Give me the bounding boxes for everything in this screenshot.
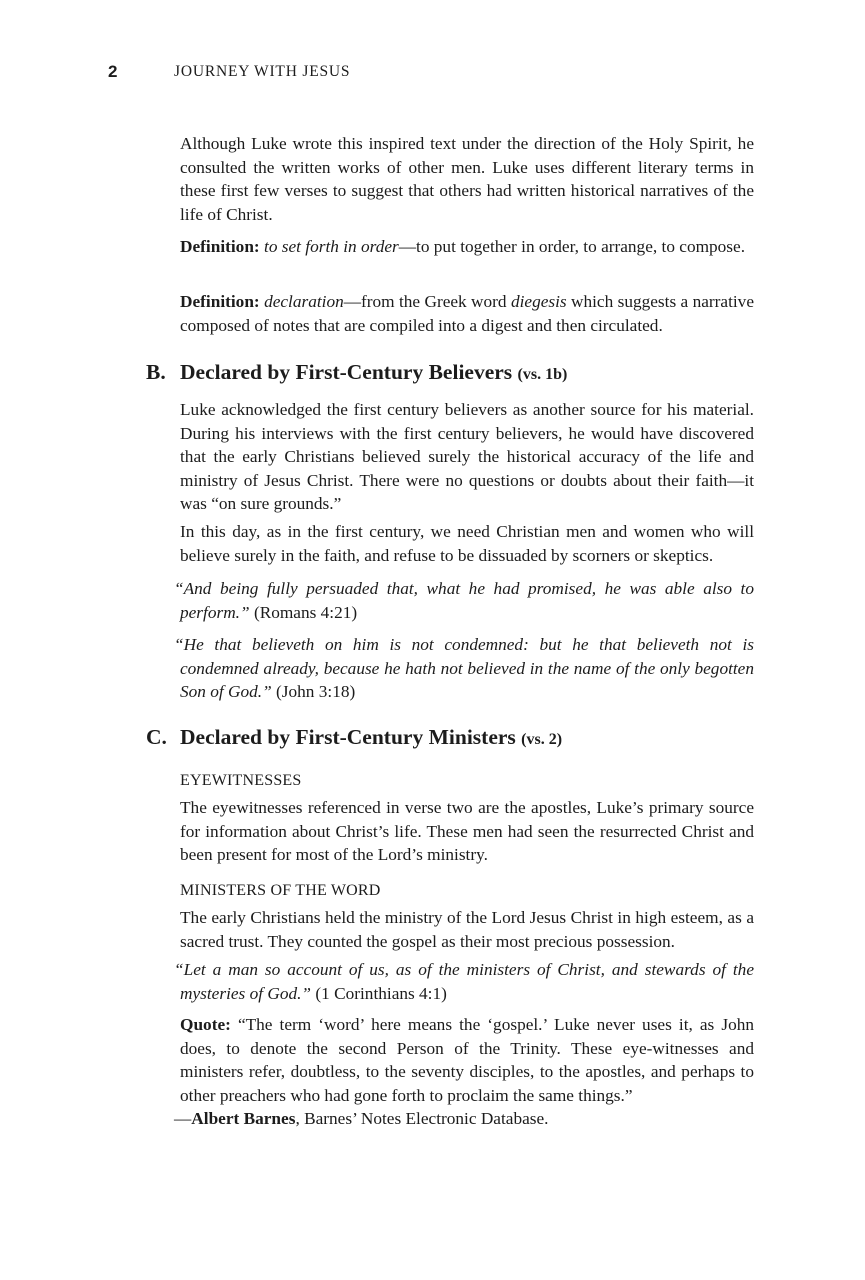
quote-label: Quote: (180, 1015, 231, 1034)
definition-declaration (180, 290, 754, 337)
definition-text: —from the Greek word (343, 292, 511, 311)
definition-text: —to put together in order, to arrange, to compose. (398, 237, 746, 256)
verse-ref: (vs. 1b) (517, 366, 568, 383)
quote-ref: (Romans 4:21) (249, 602, 358, 622)
section-c-heading (146, 725, 562, 750)
page-number: 2 (108, 62, 118, 81)
definition-set-forth (180, 235, 754, 259)
definition-term: declaration (264, 292, 344, 311)
section-b-heading (146, 360, 567, 385)
scripture-quote-corinthians (174, 958, 754, 1005)
subhead-eyewitnesses: EYEWITNESSES (180, 772, 302, 789)
definition-term: to set forth in order (264, 237, 399, 256)
quote-text: “The term ‘word’ here means the ‘gospel.’ Luke never uses it, as John does, to denote the second Person of the Trinity. These eye-witnesses and ministers refer, doubtless, to the seventy disciples, to the apostles, and perhaps to other preachers who had gone forth to proclaim the same things.” (180, 1015, 754, 1105)
attribution-dash: — (174, 1109, 192, 1128)
section-c-paragraph-2: The early Christians held the ministry of the Lord Jesus Christ in high esteem, as a sacred trust. They counted the gospel as their most precious possession. (180, 908, 754, 951)
section-letter: C. (146, 725, 167, 749)
definition-text: which suggests a narrative composed of notes that are compiled into a digest and then circulated. (180, 292, 754, 335)
attribution-source: , Barnes’ Notes Electronic Database. (295, 1109, 549, 1128)
barnes-quote (180, 1013, 754, 1107)
section-b-paragraph-1: Luke acknowledged the first century believers as another source for his material. During his interviews with the first century believers, he would have discovered that the early Christians believed surely the historical accuracy of the life and ministry of Jesus Christ. There were no questions or doubts about their faith—it was “on sure grounds.” (180, 400, 754, 513)
attribution-author: Albert Barnes (191, 1109, 296, 1128)
definition-label: Definition: (180, 292, 260, 311)
section-c-paragraph-1: The eyewitnesses referenced in verse two are the apostles, Luke’s primary source for information about Christ’s life. These men had seen the resurrected Christ and been present for most of the Lord’s ministry. (180, 798, 754, 864)
scripture-quote-romans (174, 577, 754, 624)
section-title: Declared by First-Century Believers (180, 360, 513, 384)
section-title: Declared by First-Century Ministers (180, 725, 516, 749)
quote-text: “He that believeth on him is not condemned: but he that believeth not is condemned already, because he hath not believed in the name of the only begotten Son of God.” (174, 635, 754, 701)
quote-text: “Let a man so account of us, as of the ministers of Christ, and stewards of the mysteries of God.” (174, 960, 754, 1003)
verse-ref: (vs. 2) (521, 731, 563, 748)
quote-ref: (1 Corinthians 4:1) (311, 983, 447, 1003)
quote-attribution (174, 1107, 748, 1131)
intro-paragraph: Although Luke wrote this inspired text under the direction of the Holy Spirit, he consulted the written works of other men. Luke uses different literary terms in these first few verses to suggest that others had written historical narratives of the life of Christ. (180, 134, 754, 224)
subhead-ministers: MINISTERS OF THE WORD (180, 882, 381, 899)
quote-ref: (John 3:18) (271, 682, 356, 701)
section-letter: B. (146, 360, 166, 384)
quote-text: “And being fully persuaded that, what he had promised, he was able also to perform.” (174, 579, 754, 622)
section-b-paragraph-2: In this day, as in the first century, we need Christian men and women who will believe surely in the faith, and refuse to be dissuaded by scorners or skeptics. (180, 522, 754, 565)
greek-word: diegesis (510, 292, 567, 311)
scripture-quote-john (174, 633, 754, 704)
book-title: JOURNEY WITH JESUS (174, 63, 351, 80)
definition-label: Definition: (180, 237, 260, 256)
